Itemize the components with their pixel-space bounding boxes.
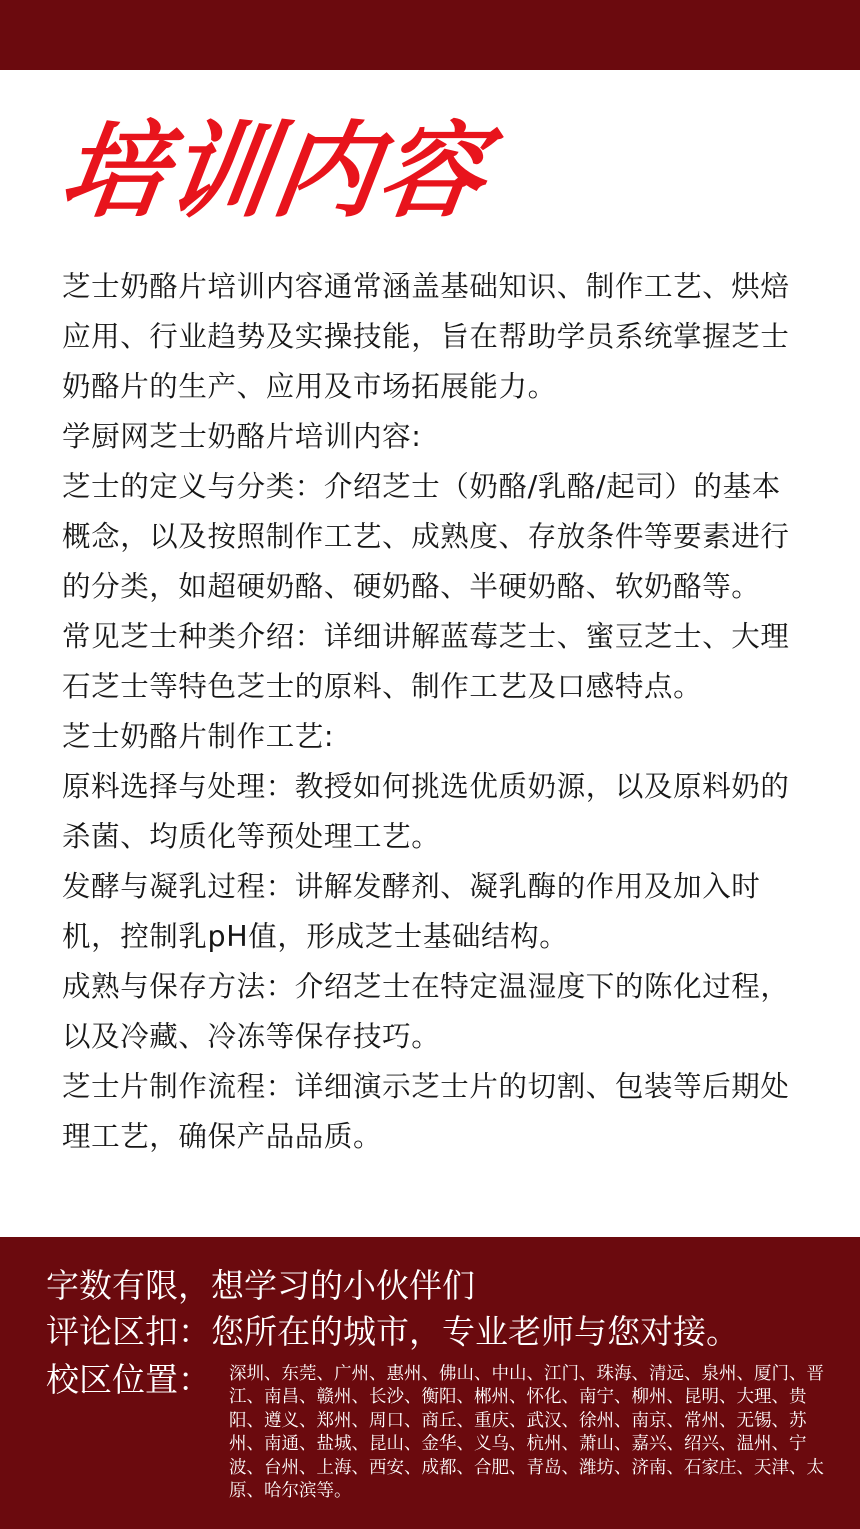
section-heading-training: 学厨网芝士奶酪片培训内容: xyxy=(62,420,422,453)
paragraph-aging: 成熟与保存方法：介绍芝士在特定温湿度下的陈化过程，以及冷藏、冷冻等保存技巧。 xyxy=(62,970,790,1053)
campus-city-list: 深圳、东莞、广州、惠州、佛山、中山、江门、珠海、清远、泉州、厦门、晋江、南昌、赣州、长沙、衡阳、郴州、怀化、南宁、柳州、昆明、大理、贵阳、遵义、郑州、周口、商丘、重庆、武汉、徐州、南京、常州、无锡、苏州、南通、盐城、昆山、金华、义乌、杭州、萧山、嘉兴、绍兴、温州、宁波、台州、上海、西安、成都、合肥、青岛、潍坊、济南、石家庄、天津、太原、哈尔滨等。 xyxy=(229,1364,824,1502)
page-title: 培训内容 xyxy=(53,110,495,232)
paragraph-slicing: 芝士片制作流程：详细演示芝士片的切割、包装等后期处理工艺，确保产品品质。 xyxy=(62,1070,790,1153)
paragraph-fermentation: 发酵与凝乳过程：讲解发酵剂、凝乳酶的作用及加入时机，控制乳pH值，形成芝士基础结构。 xyxy=(62,870,761,953)
paragraph-raw-materials: 原料选择与处理：教授如何挑选优质奶源，以及原料奶的杀菌、均质化等预处理工艺。 xyxy=(62,770,790,853)
promo-line-2: 评论区扣：您所在的城市，专业老师与您对接。 xyxy=(46,1312,739,1351)
campus-label: 校区位置： xyxy=(46,1360,211,1399)
section-heading-process: 芝士奶酪片制作工艺: xyxy=(62,720,335,753)
promo-line-1: 字数有限，想学习的小伙伴们 xyxy=(46,1266,475,1305)
top-banner xyxy=(0,0,860,70)
paragraph-definition: 芝士的定义与分类：介绍芝士（奶酪/乳酪/起司）的基本概念，以及按照制作工艺、成熟度、存放条件等要素进行的分类，如超硬奶酪、硬奶酪、半硬奶酪、软奶酪等。 xyxy=(62,470,790,603)
intro-paragraph: 芝士奶酪片培训内容通常涵盖基础知识、制作工艺、烘焙应用、行业趋势及实操技能，旨在帮助学员系统掌握芝士奶酪片的生产、应用及市场拓展能力。 xyxy=(62,270,790,403)
paragraph-varieties: 常见芝士种类介绍：详细讲解蓝莓芝士、蜜豆芝士、大理石芝士等特色芝士的原料、制作工艺及口感特点。 xyxy=(62,620,790,703)
article-body xyxy=(62,262,792,1162)
